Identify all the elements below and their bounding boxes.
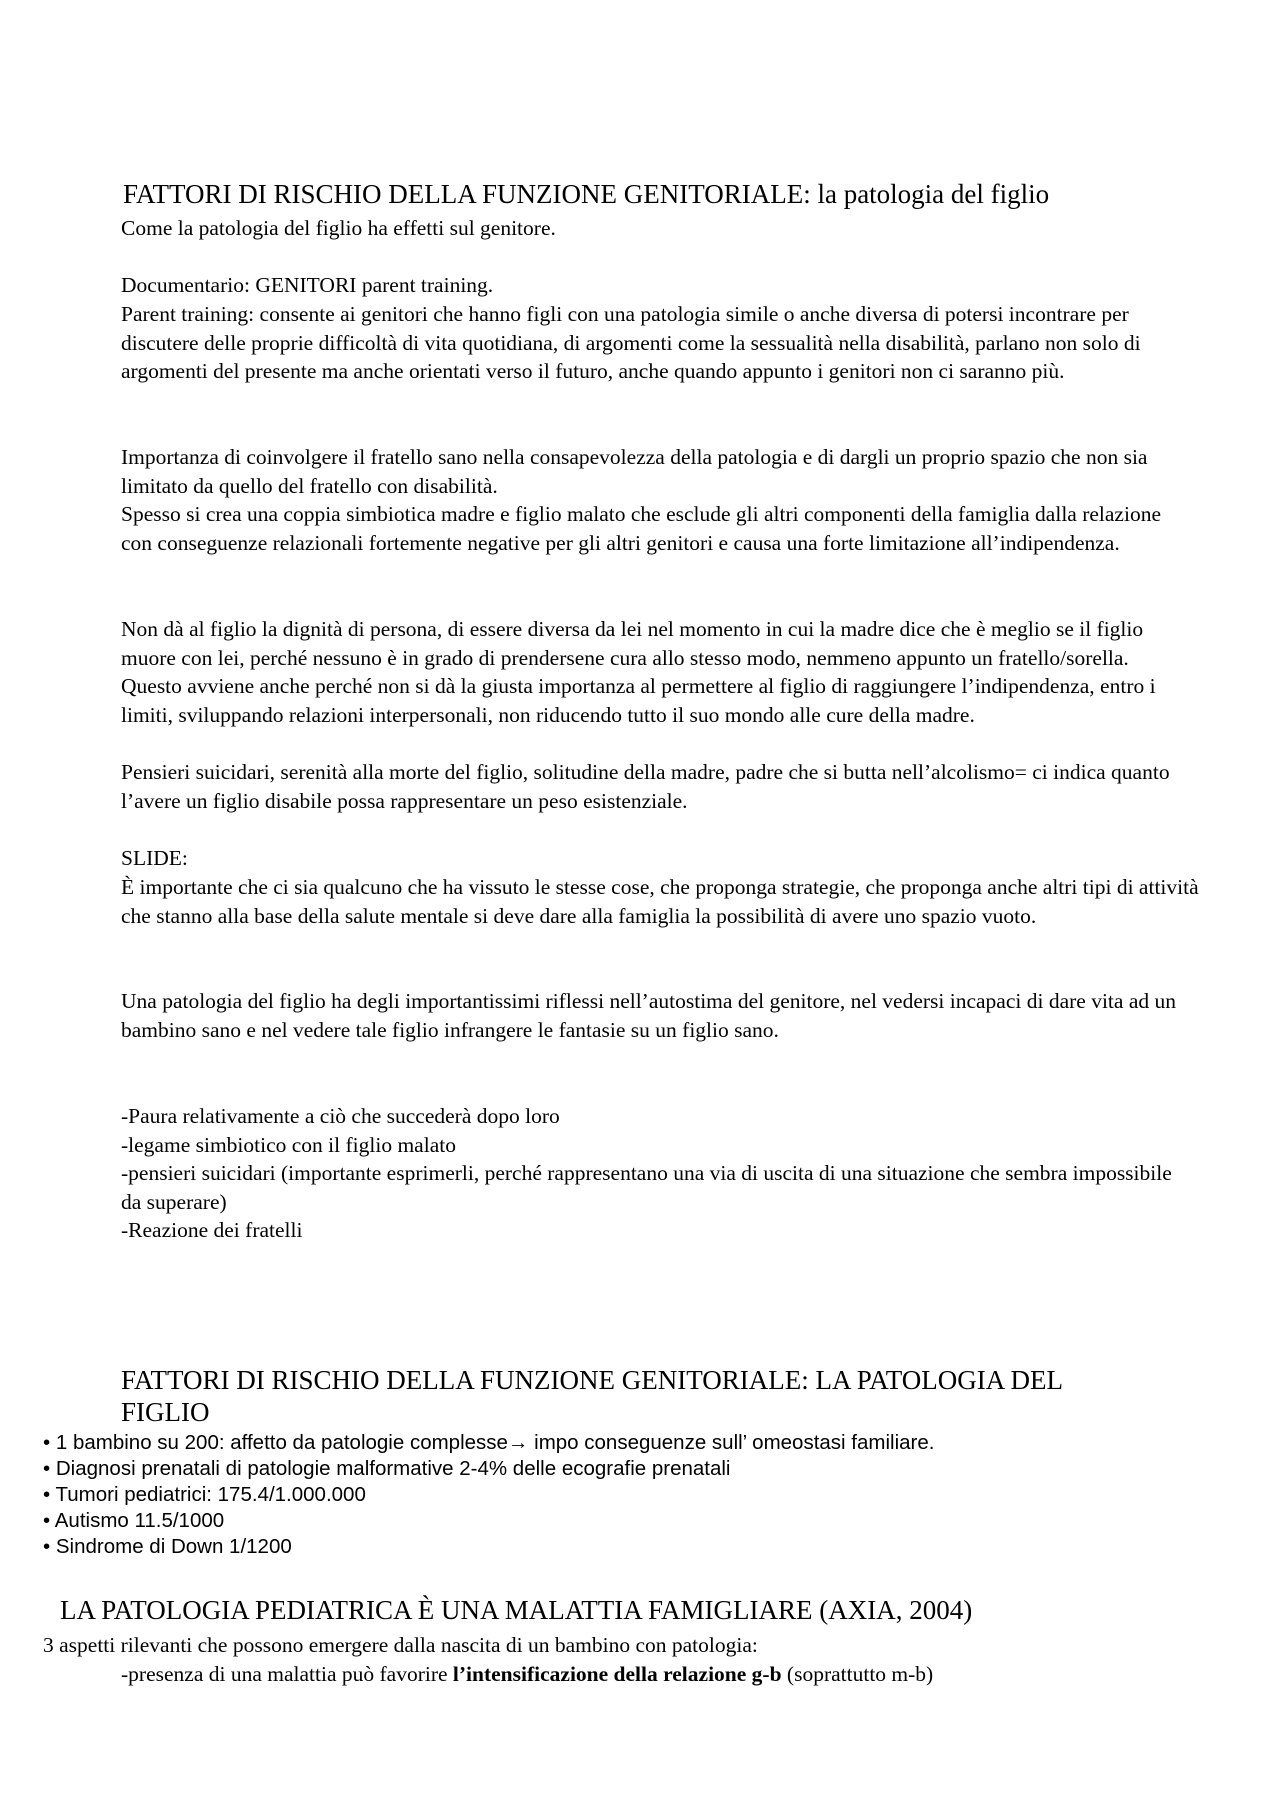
slide-paragraph: È importante che ci sia qualcuno che ha vissuto le stesse cose, che proponga strategie, che proponga anche altri tipi di attività che stanno alla base della salute mentale si deve dare alla famiglia la possibilità di avere uno spazio vuoto.	[121, 875, 1199, 928]
section3-item	[121, 1660, 1181, 1689]
thoughts-paragraph: Pensieri suicidari, serenità alla morte del figlio, solitudine della madre, padre che si butta nell’alcolismo= ci indica quanto l’avere un figlio disabile possa rappresentare un peso esistenziale.	[121, 760, 1170, 813]
bullet-item: • Sindrome di Down 1/1200	[43, 1535, 292, 1558]
list-item: -pensieri suicidari (importante esprimerli, perché rappresentano una via di uscita di una situazione che sembra impossibile da superare)	[121, 1161, 1172, 1214]
documentary-line: Documentario: GENITORI parent training.	[121, 273, 494, 297]
bullet-item: • Tumori pediatrici: 175.4/1.000.000	[43, 1483, 366, 1506]
item-bold: l’intensificazione della relazione g-b	[452, 1662, 782, 1686]
section3-title: LA PATOLOGIA PEDIATRICA È UNA MALATTIA FAMIGLIARE (AXIA, 2004)	[60, 1595, 973, 1625]
sibling-paragraph: Importanza di coinvolgere il fratello sano nella consapevolezza della patologia e di dargli un proprio spazio che non sia limitato da quello del fratello con disabilità.	[121, 445, 1148, 498]
stats-bullet-list	[43, 1430, 1243, 1560]
section1-intro: Come la patologia del figlio ha effetti sul genitore.	[121, 216, 556, 240]
section2-title: FATTORI DI RISCHIO DELLA FUNZIONE GENITORIALE: LA PATOLOGIA DEL FIGLIO	[121, 1365, 1062, 1427]
item-suffix: (soprattutto m-b)	[781, 1662, 934, 1686]
slide-label: SLIDE:	[121, 846, 188, 870]
selfesteem-paragraph: Una patologia del figlio ha degli importantissimi riflessi nell’autostima del genitore, nel vedersi incapaci di dare vita ad un bambino sano e nel vedere tale figlio infrangere le fantasie su un figlio sano.	[121, 989, 1176, 1042]
list-item: -Reazione dei fratelli	[121, 1218, 303, 1243]
section3-intro: 3 aspetti rilevanti che possono emergere dalla nascita di un bambino con patologia:	[43, 1633, 758, 1657]
list-item: -Paura relativamente a ciò che succederà dopo loro	[121, 1104, 560, 1128]
risk-list	[121, 1102, 1181, 1245]
bullet-item: • Diagnosi prenatali di patologie malformative 2-4% delle ecografie prenatali	[43, 1457, 731, 1480]
bullet-item: • 1 bambino su 200: affetto da patologie complesse→ impo conseguenze sull’ omeostasi familiare.	[43, 1431, 935, 1454]
bullet-item: • Autismo 11.5/1000	[43, 1509, 225, 1532]
parent-training-paragraph: Parent training: consente ai genitori che hanno figli con una patologia simile o anche diversa di potersi incontrare per discutere delle proprie difficoltà di vita quotidiana, di argomenti come la sessualità nella disabilità, parlano non solo di argomenti del presente ma anche orientati verso il futuro, anche quando appunto i genitori non ci saranno più.	[121, 302, 1141, 384]
section1-title: FATTORI DI RISCHIO DELLA FUNZIONE GENITORIALE: la patologia del figlio	[123, 179, 1050, 209]
item-prefix: -presenza di una malattia può favorire	[121, 1662, 453, 1686]
list-item: -legame simbiotico con il figlio malato	[121, 1132, 456, 1157]
dignity-paragraph: Non dà al figlio la dignità di persona, di essere diversa da lei nel momento in cui la madre dice che è meglio se il figlio muore con lei, perché nessuno è in grado di prendersene cura allo stesso modo, nemmeno appunto un fratello/sorella. Questo avviene anche perché non si dà la giusta importanza al permettere al figlio di raggiungere l’indipendenza, entro i limiti, sviluppando relazioni interpersonali, non riducendo tutto il suo mondo alle cure della madre.	[121, 617, 1156, 727]
symbiotic-paragraph: Spesso si crea una coppia simbiotica madre e figlio malato che esclude gli altri componenti della famiglia dalla relazione con conseguenze relazionali fortemente negative per gli altri genitori e causa una forte limitazione all’indipendenza.	[121, 502, 1161, 555]
